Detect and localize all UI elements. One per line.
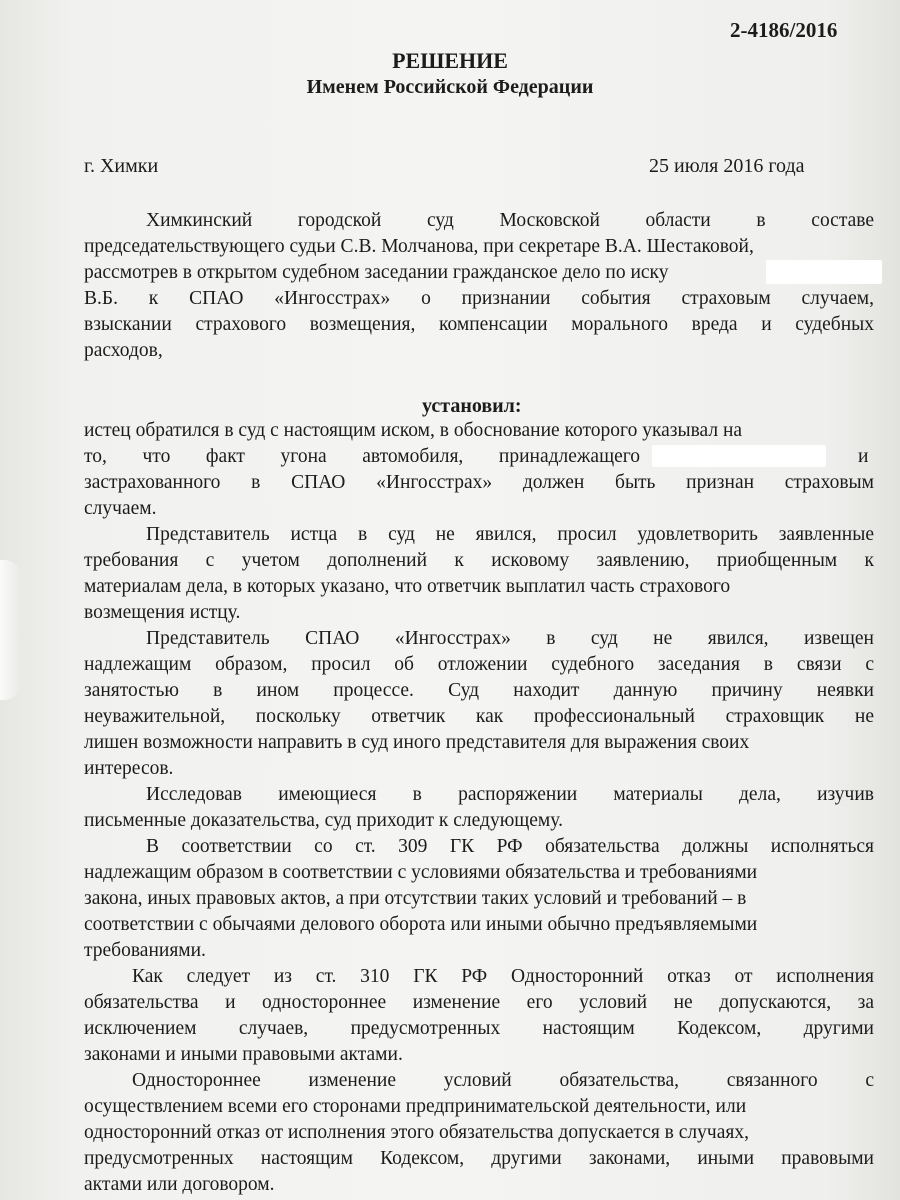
text-line: расходов, <box>84 340 163 361</box>
text-line: и <box>858 446 869 467</box>
text-line: законами и иными правовыми актами. <box>84 1044 403 1065</box>
text-line: рассмотрев в открытом судебном заседании гражданское дело по иску <box>84 262 669 283</box>
redacted-owner <box>652 445 826 467</box>
text-line: исключением случаев, предусмотренных настоящим Кодексом, другими <box>84 1018 874 1039</box>
text-line: занятостью в ином процессе. Суд находит данную причину неявки <box>84 680 874 701</box>
text-line: Химкинский городской суд Московской области в составе <box>146 210 874 231</box>
case-number: 2-4186/2016 <box>730 18 838 42</box>
text-line: надлежащим образом в соответствии с условиями обязательства и требованиями <box>84 862 758 883</box>
text-line: Как следует из ст. 310 ГК РФ Односторонний отказ от исполнения <box>132 966 874 987</box>
redacted-name <box>766 260 882 284</box>
text-line: Представитель истца в суд не явился, просил удовлетворить заявленные <box>146 524 874 545</box>
text-line: случаем. <box>84 498 157 519</box>
document-city: г. Химки <box>84 155 159 177</box>
text-line: предусмотренных настоящим Кодексом, другими законами, иными правовыми <box>84 1148 874 1169</box>
section-heading: установил: <box>422 395 522 417</box>
text-line: надлежащим образом, просил об отложении судебного заседания в связи с <box>84 654 874 675</box>
text-line: Одностороннее изменение условий обязательства, связанного с <box>132 1070 874 1091</box>
text-line: В.Б. к СПАО «Ингосстрах» о признании события страховым случаем, <box>84 288 874 309</box>
document-subtitle: Именем Российской Федерации <box>306 76 594 98</box>
text-line: требованиями. <box>84 940 206 961</box>
text-line: то, что факт угона автомобиля, принадлежащего <box>84 446 640 467</box>
text-line: Исследовав имеющиеся в распоряжении материалы дела, изучив <box>146 784 874 805</box>
document-title: РЕШЕНИЕ <box>392 48 508 73</box>
text-line: актами или договором. <box>84 1174 275 1195</box>
text-line: возмещения истцу. <box>84 602 241 623</box>
text-line: В соответствии со ст. 309 ГК РФ обязательства должны исполняться <box>146 836 874 857</box>
text-line: обязательства и одностороннее изменение его условий не допускаются, за <box>84 992 874 1013</box>
text-line: требования с учетом дополнений к исковому заявлению, приобщенным к <box>84 550 874 571</box>
text-line: взыскании страхового возмещения, компенсации морального вреда и судебных <box>84 314 874 335</box>
text-line: соответствии с обычаями делового оборота или иными обычно предъявляемыми <box>84 914 758 935</box>
text-line: материалам дела, в которых указано, что ответчик выплатил часть страхового <box>84 576 731 597</box>
text-line: односторонний отказ от исполнения этого обязательства допускается в случаях, <box>84 1122 749 1143</box>
text-line: неуважительной, поскольку ответчик как профессиональный страховщик не <box>84 706 874 727</box>
document-date: 25 июля 2016 года <box>649 155 805 177</box>
text-line: лишен возможности направить в суд иного представителя для выражения своих <box>84 732 750 753</box>
page-fold-shadow <box>0 560 22 700</box>
text-line: осуществлением всеми его сторонами предпринимательской деятельности, или <box>84 1096 747 1117</box>
text-line: Представитель СПАО «Ингосстрах» в суд не явился, извещен <box>146 628 874 649</box>
text-line: застрахованного в СПАО «Ингосстрах» должен быть признан страховым <box>84 472 874 493</box>
text-line: председательствующего судьи С.В. Молчанова, при секретаре В.А. Шестаковой, <box>84 236 754 257</box>
text-line: закона, иных правовых актов, а при отсутствии таких условий и требований – в <box>84 888 747 909</box>
text-line: интересов. <box>84 758 174 779</box>
text-line: истец обратился в суд с настоящим иском, в обоснование которого указывал на <box>84 420 743 441</box>
text-line: письменные доказательства, суд приходит к следующему. <box>84 810 563 831</box>
